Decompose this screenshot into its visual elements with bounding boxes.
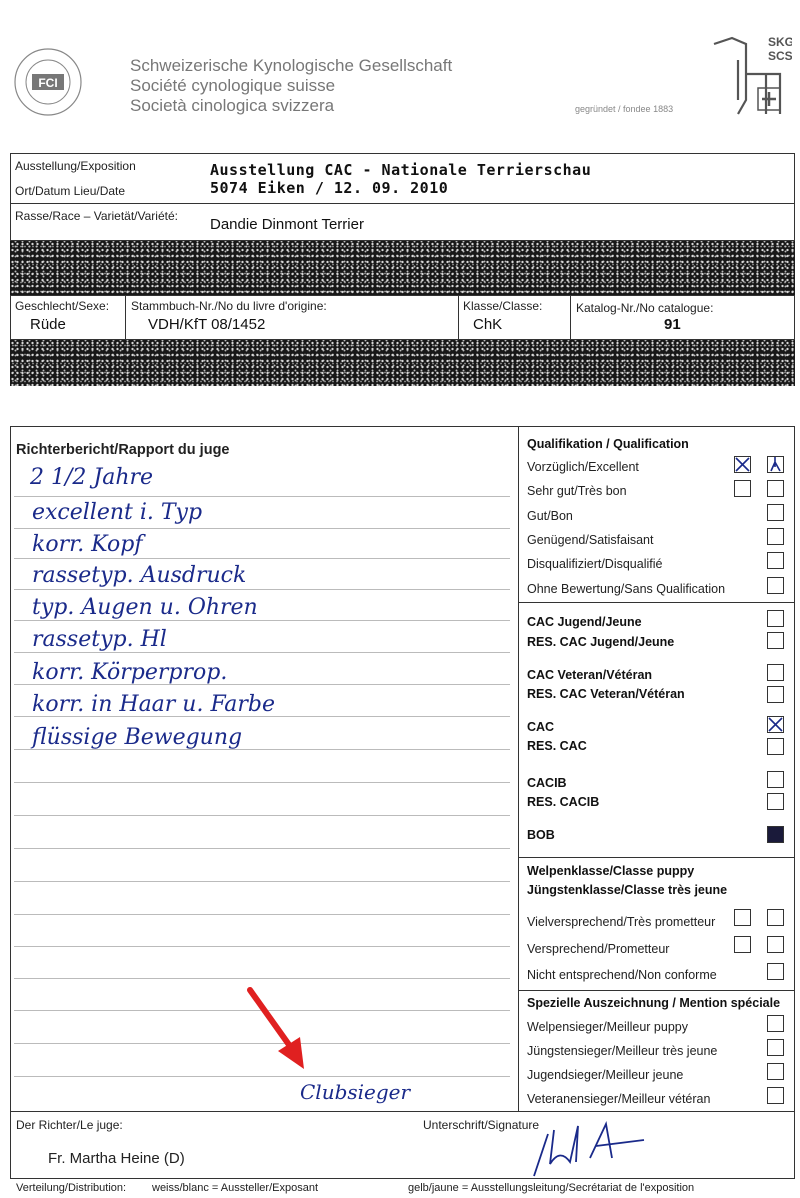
org-name-de: Schweizerische Kynologische Gesellschaft bbox=[130, 56, 453, 75]
qual-very-good-label: Sehr gut/Très bon bbox=[527, 484, 627, 498]
puppy-not-conforming-checkbox[interactable] bbox=[767, 963, 784, 980]
special-best-puppy-label: Welpensieger/Meilleur puppy bbox=[527, 1020, 688, 1034]
puppy-very-promising-checkbox-a[interactable] bbox=[734, 909, 751, 926]
report-line-7: korr. Körperprop. bbox=[32, 660, 228, 685]
qual-disqualified-checkbox[interactable] bbox=[767, 552, 784, 569]
label-studbook: Stammbuch-Nr./No du livre d'origine: bbox=[131, 299, 327, 313]
scs-logo-text: SCS bbox=[768, 49, 792, 63]
award-res-cac-label: RES. CAC bbox=[527, 739, 587, 753]
qual-good-checkbox[interactable] bbox=[767, 504, 784, 521]
award-cac-veteran-label: CAC Veteran/Vétéran bbox=[527, 668, 653, 682]
qual-very-good-checkbox-b[interactable] bbox=[767, 480, 784, 497]
label-judge: Der Richter/Le juge: bbox=[16, 1118, 123, 1132]
breed-value: Dandie Dinmont Terrier bbox=[210, 216, 364, 233]
report-line-2: excellent i. Typ bbox=[32, 500, 203, 525]
qual-very-good-checkbox-a[interactable] bbox=[734, 480, 751, 497]
puppy-promising-checkbox-b[interactable] bbox=[767, 936, 784, 953]
label-exhibition: Ausstellung/Exposition bbox=[15, 159, 136, 173]
bob-checkbox[interactable] bbox=[767, 826, 784, 843]
red-arrow-icon bbox=[240, 985, 320, 1075]
special-title: Spezielle Auszeichnung / Mention spéciale bbox=[527, 996, 781, 1010]
award-res-cac-veteran-label: RES. CAC Veteran/Vétéran bbox=[527, 687, 685, 701]
qualification-title: Qualifikation / Qualification bbox=[527, 437, 689, 451]
report-line-1: 2 1/2 Jahre bbox=[30, 465, 154, 490]
qual-no-rating-checkbox[interactable] bbox=[767, 577, 784, 594]
qual-excellent-checkbox-a[interactable] bbox=[734, 456, 751, 473]
catalog-value: 91 bbox=[664, 316, 681, 333]
qual-excellent-checkbox-b[interactable] bbox=[767, 456, 784, 473]
exhibition-place-date: 5074 Eiken / 12. 09. 2010 bbox=[210, 179, 449, 197]
redacted-area-1 bbox=[10, 241, 795, 295]
report-title: Richterbericht/Rapport du juge bbox=[16, 442, 230, 458]
org-name-it: Società cinologica svizzera bbox=[130, 96, 335, 115]
award-res-cacib-label: RES. CACIB bbox=[527, 795, 600, 809]
report-line-9: flüssige Bewegung bbox=[32, 725, 243, 750]
distribution-yellow: gelb/jaune = Ausstellungsleitung/Secrétariat de l'exposition bbox=[408, 1182, 695, 1194]
puppy-promising-checkbox-a[interactable] bbox=[734, 936, 751, 953]
res-cacib-checkbox[interactable] bbox=[767, 793, 784, 810]
special-best-youngest-checkbox[interactable] bbox=[767, 1039, 784, 1056]
report-line-4: rassetyp. Ausdruck bbox=[32, 563, 247, 588]
puppy-very-promising-checkbox-b[interactable] bbox=[767, 909, 784, 926]
class-value: ChK bbox=[473, 316, 503, 333]
special-best-junior-label: Jugendsieger/Meilleur jeune bbox=[527, 1068, 684, 1082]
report-line-3: korr. Kopf bbox=[32, 532, 143, 557]
distribution-white: weiss/blanc = Aussteller/Exposant bbox=[152, 1182, 319, 1194]
label-breed: Rasse/Race – Varietät/Variété: bbox=[15, 209, 178, 223]
award-res-cac-jugend-label: RES. CAC Jugend/Jeune bbox=[527, 635, 675, 649]
cac-checkbox[interactable] bbox=[767, 716, 784, 733]
label-sex: Geschlecht/Sexe: bbox=[15, 299, 110, 313]
redacted-area-2 bbox=[10, 340, 795, 386]
award-cac-jugend-label: CAC Jugend/Jeune bbox=[527, 615, 642, 629]
award-cacib-label: CACIB bbox=[527, 776, 567, 790]
puppy-promising-label: Versprechend/Prometteur bbox=[527, 942, 670, 956]
puppy-not-conforming-label: Nicht entsprechend/Non conforme bbox=[527, 968, 717, 982]
qual-sufficient-checkbox[interactable] bbox=[767, 528, 784, 545]
puppy-very-promising-label: Vielversprechend/Très prometteur bbox=[527, 915, 716, 929]
qual-disqualified-label: Disqualifiziert/Disqualifié bbox=[527, 557, 663, 571]
exhibition-name: Ausstellung CAC - Nationale Terrierschau bbox=[210, 161, 592, 179]
special-best-youngest-label: Jüngstensieger/Meilleur très jeune bbox=[527, 1044, 718, 1058]
label-class: Klasse/Classe: bbox=[463, 299, 543, 313]
judge-box bbox=[10, 1111, 795, 1179]
award-bob-label: BOB bbox=[527, 828, 555, 842]
cac-jugend-checkbox[interactable] bbox=[767, 610, 784, 627]
special-best-veteran-label: Veteranensieger/Meilleur vétéran bbox=[527, 1092, 711, 1106]
youngest-class-title: Jüngstenklasse/Classe très jeune bbox=[527, 883, 728, 897]
founded-text: gegründet / fondee 1883 bbox=[575, 104, 674, 114]
qual-excellent-label: Vorzüglich/Excellent bbox=[527, 460, 639, 474]
puppy-class-title: Welpenklasse/Classe puppy bbox=[527, 864, 695, 878]
report-line-6: rassetyp. Hl bbox=[32, 627, 167, 652]
label-catalog: Katalog-Nr./No catalogue: bbox=[576, 301, 714, 315]
studbook-value: VDH/KfT 08/1452 bbox=[148, 316, 266, 333]
sex-value: Rüde bbox=[30, 316, 66, 333]
check-mark-icon bbox=[735, 457, 750, 472]
distribution-label: Verteilung/Distribution: bbox=[16, 1182, 127, 1194]
report-bottom-note: Clubsieger bbox=[300, 1080, 411, 1104]
judge-name: Fr. Martha Heine (D) bbox=[48, 1150, 185, 1167]
signature bbox=[520, 1118, 660, 1178]
fci-logo bbox=[12, 46, 84, 118]
res-cac-checkbox[interactable] bbox=[767, 738, 784, 755]
skg-logo bbox=[710, 30, 792, 120]
cacib-checkbox[interactable] bbox=[767, 771, 784, 788]
skg-logo-text: SKG bbox=[768, 35, 792, 49]
label-place-date: Ort/Datum Lieu/Date bbox=[15, 184, 126, 198]
special-best-puppy-checkbox[interactable] bbox=[767, 1015, 784, 1032]
report-line-5: typ. Augen u. Ohren bbox=[32, 595, 258, 620]
check-mark-icon bbox=[768, 457, 783, 472]
fci-logo-text: FCI bbox=[38, 76, 58, 90]
cac-veteran-checkbox[interactable] bbox=[767, 664, 784, 681]
check-mark-icon bbox=[768, 717, 783, 732]
report-line-8: korr. in Haar u. Farbe bbox=[32, 692, 275, 717]
label-signature: Unterschrift/Signature bbox=[423, 1118, 540, 1132]
special-best-junior-checkbox[interactable] bbox=[767, 1063, 784, 1080]
qual-sufficient-label: Genügend/Satisfaisant bbox=[527, 533, 654, 547]
org-name-fr: Société cynologique suisse bbox=[130, 76, 336, 95]
res-cac-veteran-checkbox[interactable] bbox=[767, 686, 784, 703]
qual-good-label: Gut/Bon bbox=[527, 509, 573, 523]
res-cac-jugend-checkbox[interactable] bbox=[767, 632, 784, 649]
award-cac-label: CAC bbox=[527, 720, 555, 734]
qual-no-rating-label: Ohne Bewertung/Sans Qualification bbox=[527, 582, 726, 596]
special-best-veteran-checkbox[interactable] bbox=[767, 1087, 784, 1104]
